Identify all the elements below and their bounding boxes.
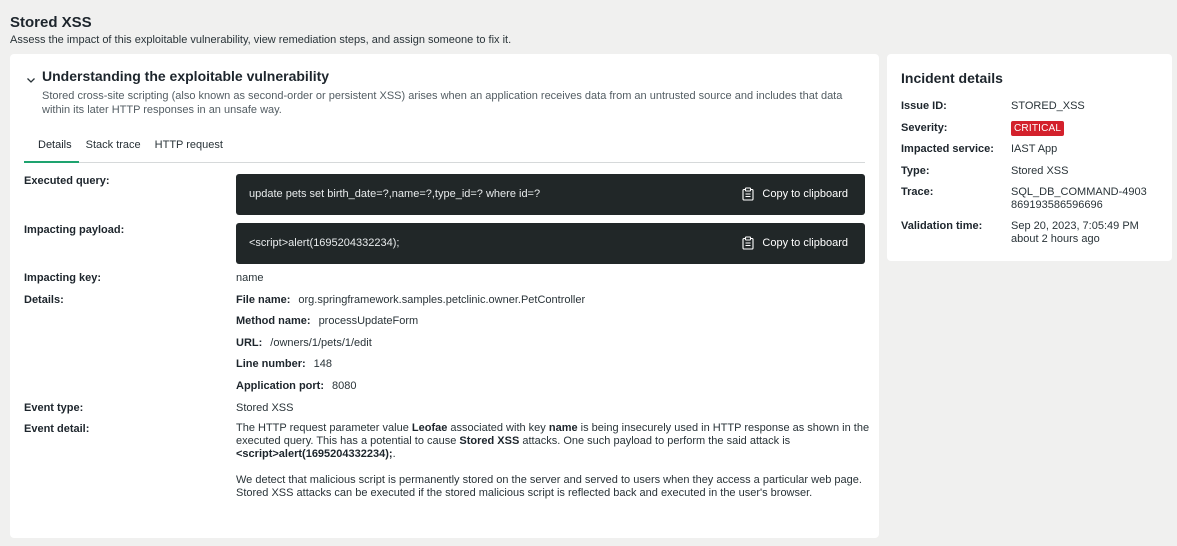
event-type-label: Event type:: [24, 402, 84, 414]
event-text: The HTTP request parameter value: [236, 422, 412, 434]
event-text: is being insecurely used in HTTP response as shown in the executed query. This has a potential to cause: [236, 422, 870, 447]
tab-stack-trace[interactable]: Stack trace: [85, 139, 141, 151]
attack-payload: <script>alert(1695204332234);: [236, 448, 393, 460]
app-port-value: 8080: [332, 380, 357, 392]
file-name-row: [236, 294, 585, 306]
severity-cell: [1011, 121, 1161, 136]
line-number-row: [236, 358, 332, 370]
app-port-label: Application port:: [236, 380, 324, 392]
event-detail-label: Event detail:: [24, 423, 90, 435]
validation-relative: about 2 hours ago: [1011, 233, 1100, 245]
event-text: associated with key: [447, 422, 549, 434]
incident-title: Incident details: [901, 70, 1003, 86]
file-name-label: File name:: [236, 294, 291, 306]
severity-label: Severity:: [901, 122, 948, 134]
executed-query-text: update pets set birth_date=?,name=?,type_id=? where id=?: [249, 188, 541, 200]
service-value: IAST App: [1011, 143, 1058, 155]
page-title: Stored XSS: [10, 14, 92, 31]
tab-http-request[interactable]: HTTP request: [154, 139, 223, 151]
section-title: Understanding the exploitable vulnerability: [42, 68, 330, 84]
event-detail-paragraph: [236, 422, 876, 461]
param-key: name: [548, 422, 578, 434]
app-port-row: [236, 380, 356, 392]
issue-id-value: STORED_XSS: [1011, 100, 1085, 112]
impacting-payload-label: Impacting payload:: [24, 224, 125, 236]
line-number-label: Line number:: [236, 358, 306, 370]
event-text: .: [392, 448, 396, 460]
event-detail-text: [236, 422, 876, 500]
validation-label: Validation time:: [901, 220, 983, 232]
chevron-down-icon[interactable]: [24, 73, 38, 87]
url-value: /owners/1/pets/1/edit: [270, 337, 372, 349]
validation-value: [1011, 220, 1161, 246]
trace-value: SQL_DB_COMMAND-4903869193586596696: [1011, 186, 1147, 211]
issue-id-label: Issue ID:: [901, 100, 947, 112]
copy-label: Copy to clipboard: [762, 237, 848, 249]
copy-query-button[interactable]: [742, 187, 848, 201]
method-name-label: Method name:: [236, 315, 311, 327]
section-header[interactable]: [24, 68, 329, 87]
impacting-key-label: Impacting key:: [24, 272, 102, 284]
method-name-row: [236, 315, 418, 327]
file-name-value: org.springframework.samples.petclinic.owner.PetController: [298, 294, 586, 306]
method-name-value: processUpdateForm: [318, 315, 419, 327]
clipboard-icon: [742, 187, 754, 201]
url-row: [236, 337, 372, 349]
page-header: [10, 14, 511, 46]
section-description: Stored cross-site scripting (also known as second-order or persistent XSS) arises when an application receives data from an untrusted source and includes that data within its later HTTP responses in an unsafe way.: [42, 90, 843, 116]
url-label: URL:: [236, 337, 263, 349]
param-value: Leofae: [411, 422, 448, 434]
executed-query-box: [236, 174, 865, 215]
impacting-payload-box: [236, 223, 865, 264]
validation-time: Sep 20, 2023, 7:05:49 PM: [1011, 220, 1139, 232]
impacting-key-value: name: [236, 272, 264, 284]
event-detail-paragraph-2: We detect that malicious script is permanently stored on the server and served to users when they access a particular web page. Stored XSS attacks can be executed if the stored malicious script is reflected back and executed in the user's browser.: [236, 474, 862, 499]
type-value: Stored XSS: [1011, 165, 1069, 177]
vulnerability-card: [10, 54, 879, 538]
severity-badge: CRITICAL: [1011, 121, 1064, 136]
attack-type: Stored XSS: [459, 435, 520, 447]
incident-details-card: [887, 54, 1172, 261]
service-label: Impacted service:: [901, 143, 994, 155]
page-subtitle: Assess the impact of this exploitable vulnerability, view remediation steps, and assign someone to fix it.: [10, 34, 512, 46]
trace-label: Trace:: [901, 186, 934, 198]
event-type-value: Stored XSS: [236, 402, 294, 414]
details-label: Details:: [24, 294, 64, 306]
executed-query-label: Executed query:: [24, 175, 110, 187]
copy-payload-button[interactable]: [742, 236, 848, 250]
impacting-payload-text: <script>alert(1695204332234);: [249, 237, 400, 249]
event-text: attacks. One such payload to perform the said attack is: [519, 435, 791, 447]
copy-label: Copy to clipboard: [762, 188, 848, 200]
tab-bar: [24, 138, 865, 163]
tab-details[interactable]: Details: [24, 138, 79, 163]
clipboard-icon: [742, 236, 754, 250]
type-label: Type:: [901, 165, 930, 177]
line-number-value: 148: [313, 358, 333, 370]
